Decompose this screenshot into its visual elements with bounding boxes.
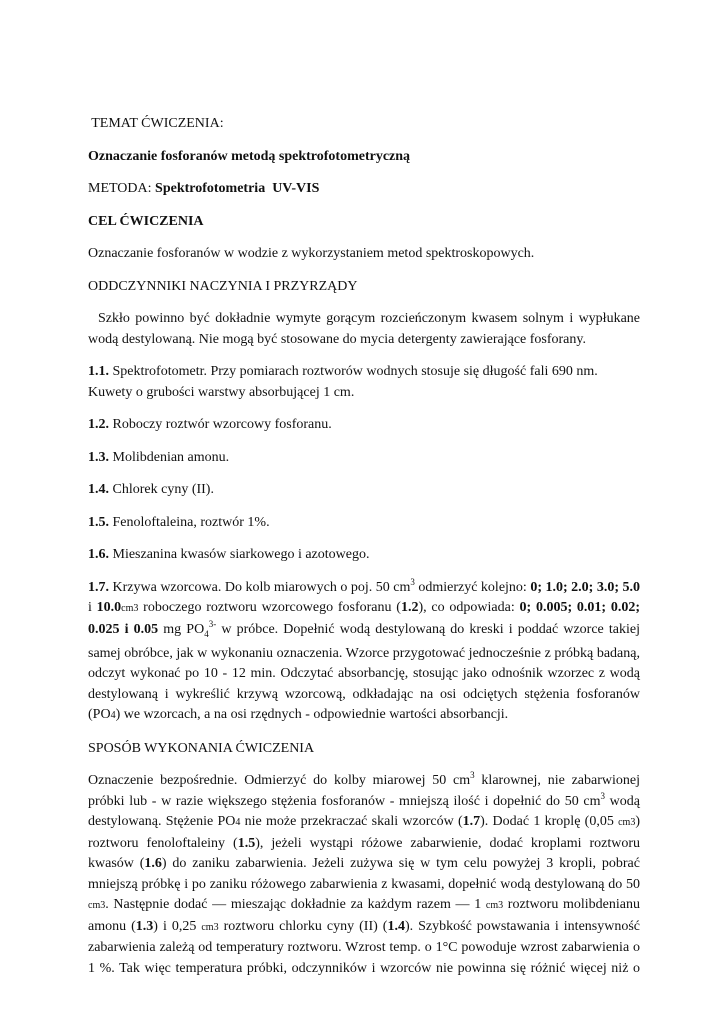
item-1-7-line-1 bbox=[88, 578, 640, 599]
item-1-7-l1sup: 3 bbox=[410, 576, 415, 587]
item-1-4 bbox=[88, 480, 640, 501]
item-1-1-number: 1.1. bbox=[88, 364, 109, 379]
item-1-7-l3b: mg PO bbox=[158, 621, 205, 637]
item-1-4-number: 1.4. bbox=[88, 482, 109, 497]
cel-heading-text: CEL ĆWICZENIA bbox=[88, 213, 204, 229]
sposob-l2b: wodą bbox=[605, 793, 640, 809]
metoda-value: Spektrofotometria UV-VIS bbox=[155, 181, 320, 196]
sposob-l3small: 4 bbox=[235, 817, 241, 829]
item-1-2-number: 1.2. bbox=[88, 417, 109, 432]
item-1-7-line-2 bbox=[88, 598, 640, 620]
sposob-l5c: ) do zaniku zabarwienia. Jeżeli zużywa się w tym celu powyżej 3 kropli, pobrać bbox=[161, 856, 640, 872]
item-1-7-l1a: Krzywa wzorcowa. Do kolb miarowych o poj. 50 cm bbox=[109, 579, 411, 595]
sposob-l1sup: 3 bbox=[470, 770, 475, 781]
metoda-label: METODA: bbox=[88, 181, 156, 196]
item-1-7-l2f: ), co odpowiada: bbox=[418, 600, 520, 615]
item-1-7-l2b: 10.0 bbox=[96, 600, 122, 615]
sposob-line-10: 1 %. Tak więc temperatura próbki, odczynników i wzorców nie powinna się różnić więcej niż o bbox=[88, 960, 640, 976]
sposob-l7a: cm3 bbox=[88, 900, 106, 912]
sposob-l3e: cm3 bbox=[618, 817, 636, 829]
metoda-line bbox=[88, 179, 640, 200]
item-1-7-l7a: (PO bbox=[88, 707, 111, 723]
sposob-line-4 bbox=[88, 834, 640, 855]
sposob-line-1 bbox=[88, 771, 640, 792]
cel-text: Oznaczanie fosforanów w wodzie z wykorzystaniem metod spektroskopowych. bbox=[88, 246, 535, 261]
document-title-text: Oznaczanie fosforanów metodą spektrofotometryczną bbox=[88, 148, 411, 164]
sposob-l4b: 1.5 bbox=[237, 835, 256, 851]
sposob-heading: SPOSÓB WYKONANIA ĆWICZENIA bbox=[88, 740, 315, 756]
item-1-1 bbox=[88, 362, 640, 403]
sposob-l8c: ) i 0,25 bbox=[153, 918, 202, 934]
odczynniki-heading: ODDCZYNNIKI NACZYNIA I PRZYRZĄDY bbox=[88, 278, 358, 294]
sposob-l8d: cm3 bbox=[201, 921, 219, 933]
sposob-l8a: amonu ( bbox=[88, 918, 136, 934]
item-1-3-text: Molibdenian amonu. bbox=[109, 449, 230, 465]
sposob-l8f: 1.4 bbox=[387, 918, 405, 934]
item-1-7-l3sup: 3- bbox=[208, 618, 217, 629]
item-1-3 bbox=[88, 448, 640, 469]
item-1-7-l3a: 0.025 i 0.05 bbox=[88, 621, 159, 637]
sposob-l3c: 1.7 bbox=[462, 814, 481, 830]
item-1-1-line-2: Kuwety o grubości warstwy absorbującej 1 cm. bbox=[88, 384, 355, 400]
item-1-7-l1c: 0; 1.0; 2.0; 3.0; 5.0 bbox=[530, 579, 640, 595]
sposob-l2a: próbki lub - w razie większego stężenia fosforanów - mniejszą ilość i dopełnić do 50 cm bbox=[88, 793, 601, 809]
item-1-7-l2c: cm3 bbox=[121, 603, 139, 614]
item-1-5-number: 1.5. bbox=[88, 514, 109, 530]
item-1-7-l7sub: 4 bbox=[110, 710, 116, 722]
item-1-7-line-3 bbox=[88, 620, 640, 644]
intro-line-1-text: Szkło powinno być dokładnie wymyte gorącym rozcieńczonym kwasem solnym i wypłukane bbox=[98, 311, 640, 326]
item-1-7 bbox=[88, 578, 640, 727]
sposob-l3f: ) bbox=[635, 814, 640, 830]
item-1-3-number: 1.3. bbox=[88, 449, 109, 465]
sposob-l3a: destylowaną. Stężenie PO bbox=[88, 814, 236, 830]
section-heading-temat: TEMAT ĆWICZENIA: bbox=[88, 116, 224, 131]
sposob-line-2 bbox=[88, 792, 640, 813]
item-1-7-number: 1.7. bbox=[88, 579, 109, 595]
item-1-5-text: Fenoloftaleina, roztwór 1%. bbox=[109, 514, 270, 530]
item-1-6-text: Mieszanina kwasów siarkowego i azotowego. bbox=[109, 547, 370, 562]
sposob-l3b: nie może przekraczać skali wzorców ( bbox=[240, 814, 463, 830]
item-1-6-number: 1.6. bbox=[88, 547, 109, 562]
item-1-7-line-7 bbox=[88, 705, 640, 727]
sposob-l4c: ), jeżeli wystąpi różowe zabarwienie, dodać kroplami roztworu bbox=[255, 835, 641, 851]
item-1-2-text: Roboczy roztwór wzorcowy fosforanu. bbox=[109, 417, 332, 432]
sposob-line-7 bbox=[88, 895, 640, 917]
sposob-l5b: 1.6 bbox=[144, 856, 162, 872]
sposob-l2sup: 3 bbox=[600, 790, 605, 801]
sposob-line-5 bbox=[88, 854, 640, 875]
item-1-7-line-6: destylowaną i wykreślić krzywą wzorcową, odkładając na osi odciętych stężenia fosforanów bbox=[88, 686, 640, 702]
intro-line-2: wodą destylowaną. Nie mogą być stosowane do mycia detergenty zawierające fosforany. bbox=[88, 331, 586, 347]
sposob-l8e: roztworu chlorku cyny (II) ( bbox=[218, 918, 388, 934]
item-1-7-l7b: ) we wzorcach, a na osi rzędnych - odpowiednie wartości absorbancji. bbox=[115, 707, 509, 723]
item-1-2 bbox=[88, 415, 640, 436]
document-title bbox=[88, 147, 640, 168]
sposob-l1b: klarownej, nie zabarwionej bbox=[474, 773, 640, 789]
item-1-7-l2a: i bbox=[88, 600, 97, 615]
item-1-7-line-4: samej obróbce, jak w wykonaniu oznaczenia. Wzorce przygotować jednocześnie z próbką badaną, bbox=[88, 645, 640, 661]
item-1-7-l2d: roboczego roztworu wzorcowego fosforanu ( bbox=[138, 600, 401, 615]
item-1-7-line-5: odczyt wykonać po 10 - 12 min. Odczytać absorbancję, stosując jako odnośnik wzorzec z wodą bbox=[88, 666, 640, 682]
item-1-1-text: Spektrofotometr. Przy pomiarach roztworów wodnych stosuje się długość fali 690 nm. bbox=[109, 364, 598, 379]
sposob-l8g: ). Szybkość powstawania i intensywność bbox=[404, 918, 640, 934]
sposob-l3d: ). Dodać 1 kroplę (0,05 bbox=[480, 814, 619, 830]
sposob-line-3 bbox=[88, 812, 640, 834]
sposob-paragraph bbox=[88, 771, 640, 979]
item-1-6 bbox=[88, 545, 640, 566]
item-1-7-l2g: 0; 0.005; 0.01; 0.02; bbox=[519, 600, 640, 615]
sposob-l5a: kwasów ( bbox=[88, 856, 145, 872]
sposob-l7b: . Następnie dodać — mieszając dokładnie za każdym razem — 1 bbox=[105, 897, 486, 913]
item-1-5 bbox=[88, 513, 640, 534]
sposob-l8b: 1.3 bbox=[135, 918, 154, 934]
sposob-l7c: cm3 bbox=[485, 900, 504, 912]
item-1-7-l3c: w próbce. Dopełnić wodą destylowaną do kreski i poddać wzorce takiej bbox=[216, 621, 640, 637]
item-1-7-l3sub: 4 bbox=[204, 628, 209, 639]
sposob-l1a: Oznaczenie bezpośrednie. Odmierzyć do kolby miarowej 50 cm bbox=[88, 773, 471, 789]
cel-heading bbox=[88, 212, 640, 233]
sposob-line-9: zabarwienia zależą od temperatury roztworu. Wzrost temp. o 1°C powoduje wzrost zabarwienia o bbox=[88, 940, 640, 956]
sposob-line-6: mniejszą próbkę i po zaniku różowego zabarwienia z kwasami, dopełnić wodą destylowaną do 50 bbox=[88, 876, 640, 892]
sposob-l7d: roztworu molibdenianu bbox=[503, 897, 640, 913]
item-1-1-line-1 bbox=[88, 362, 640, 383]
item-1-7-l2e: 1.2 bbox=[400, 600, 419, 615]
intro-line-1 bbox=[88, 309, 640, 330]
sposob-l4a: roztworu fenoloftaleiny ( bbox=[88, 835, 238, 851]
intro-paragraph bbox=[88, 309, 640, 350]
item-1-4-text: Chlorek cyny (II). bbox=[109, 482, 214, 497]
item-1-7-l1b: odmierzyć kolejno: bbox=[414, 579, 531, 595]
sposob-line-8 bbox=[88, 917, 640, 939]
